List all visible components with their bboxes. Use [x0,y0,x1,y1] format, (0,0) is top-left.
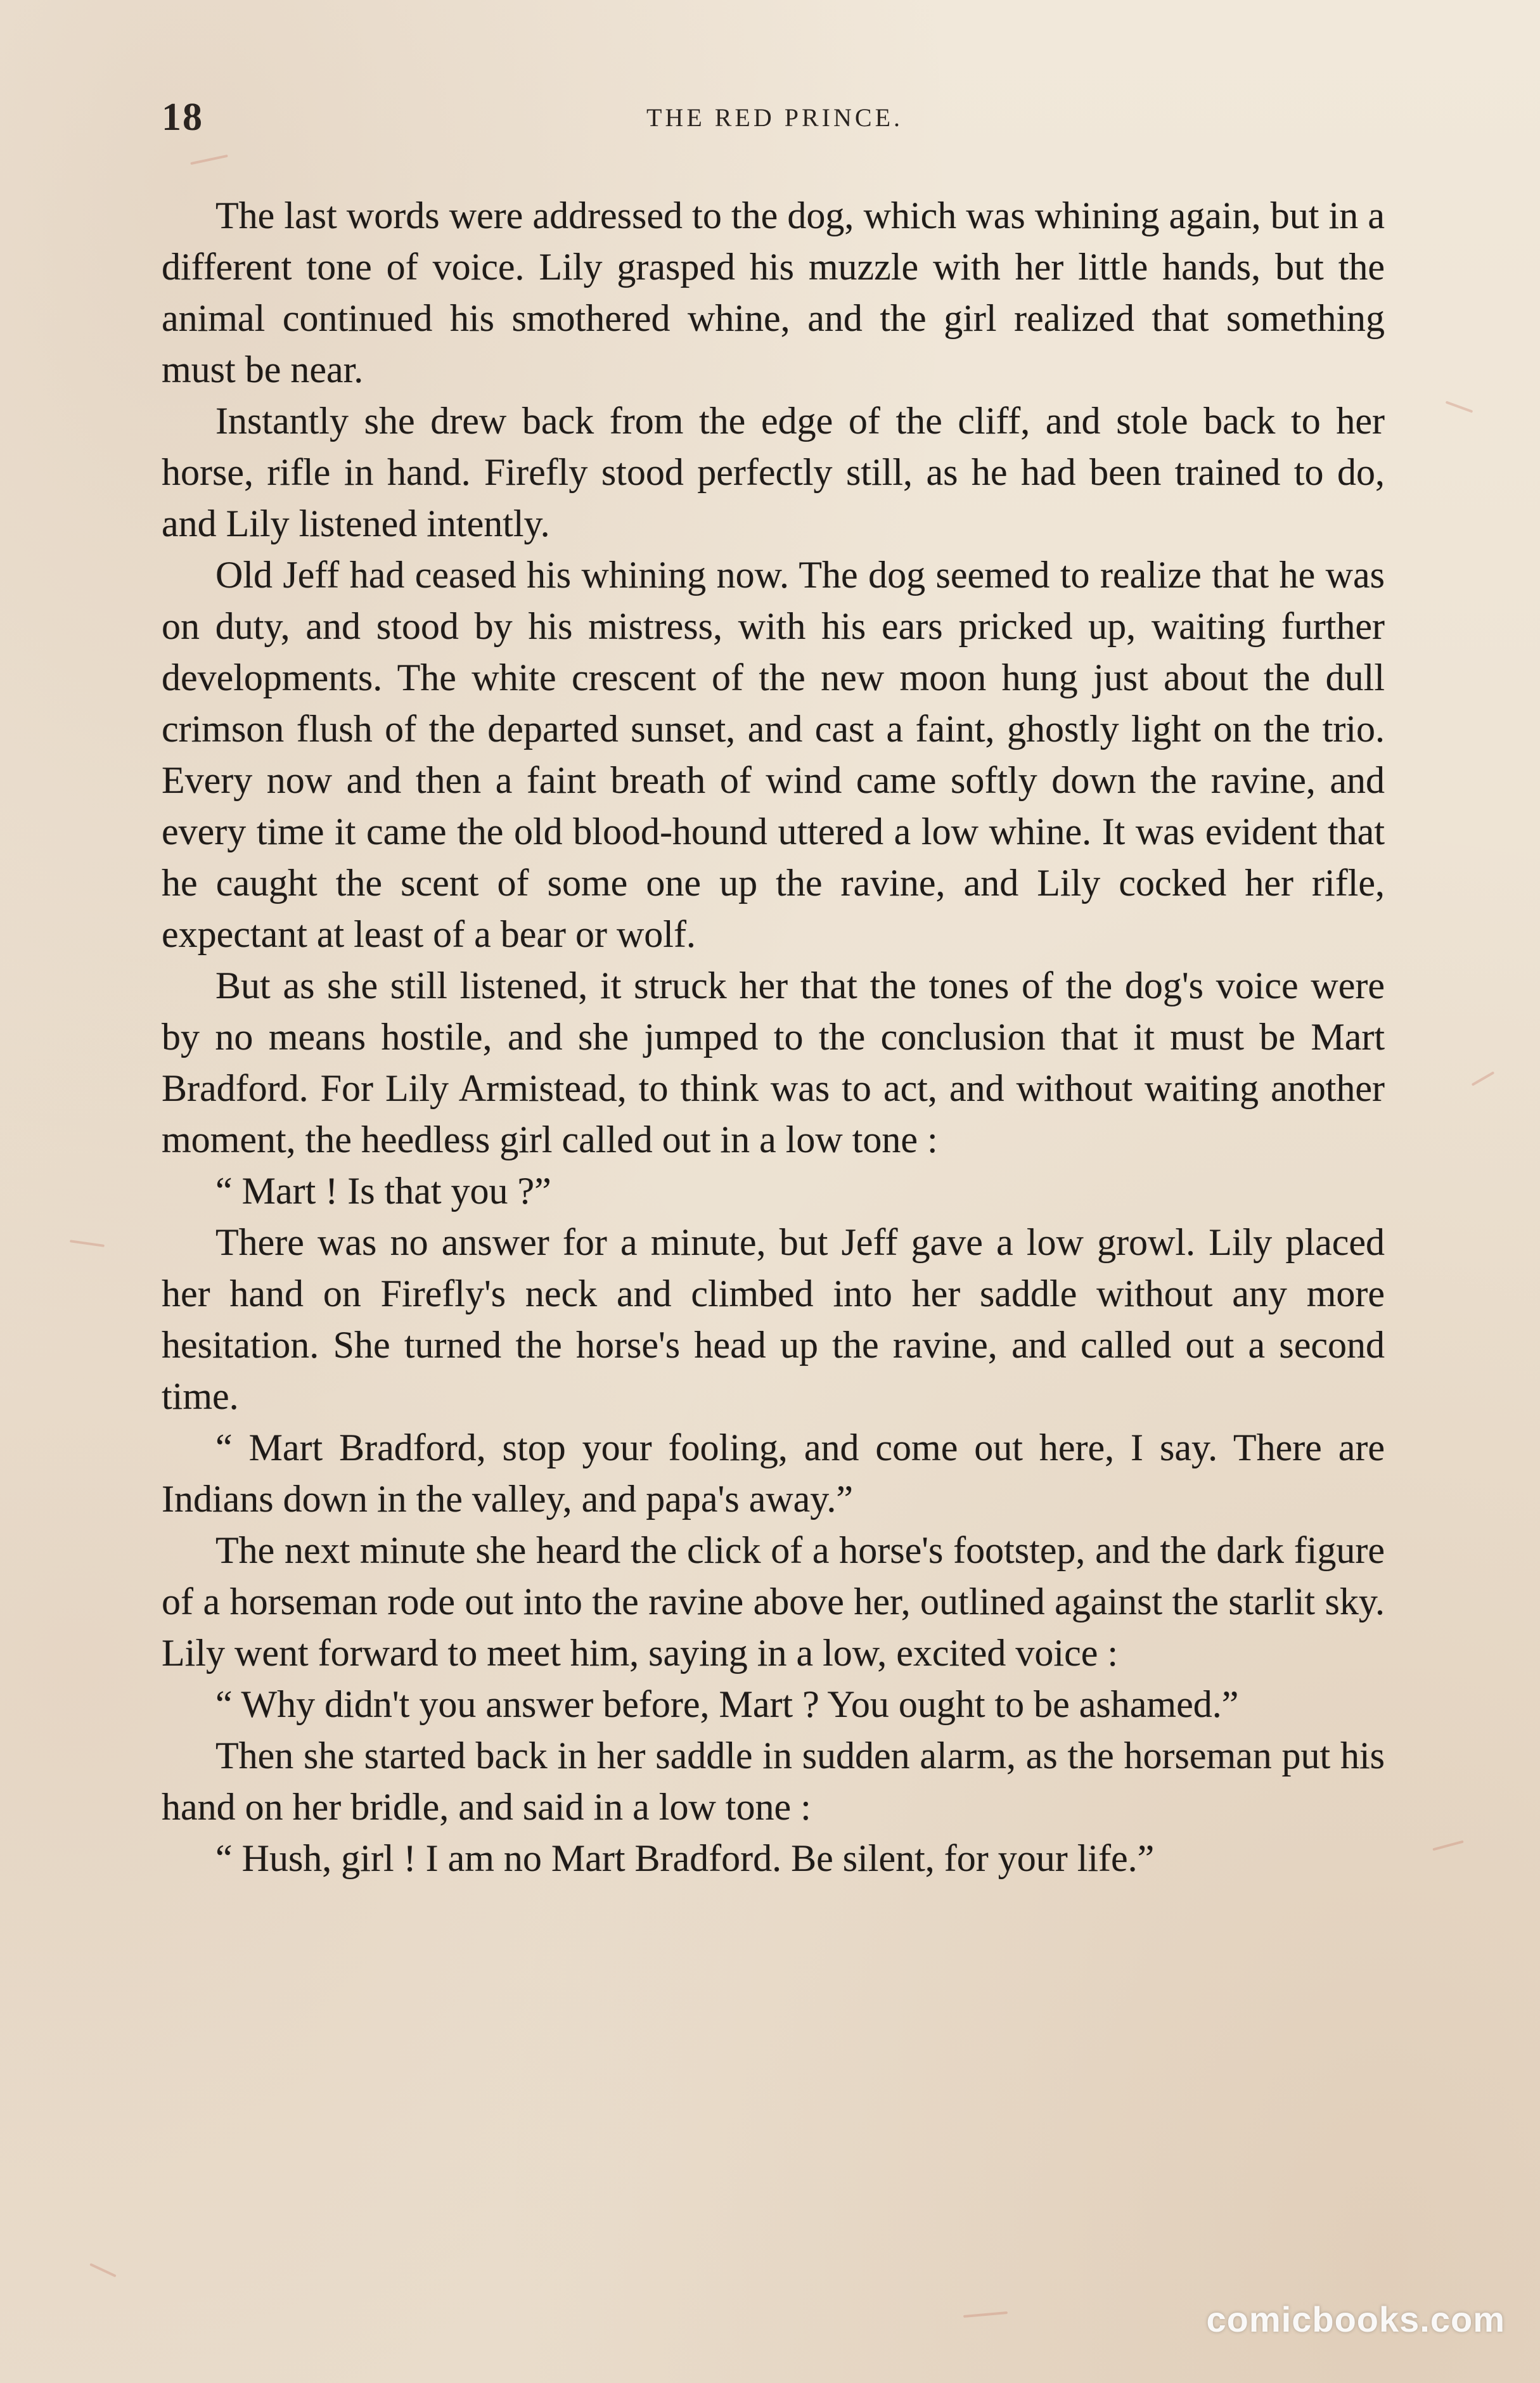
paragraph: But as she still listened, it struck her that the tones of the dog's voice were by no means hostile, and she jumped to the conclusion that it must be Mart Bradford. For Lily Armistead, to think was to act, and without waiting another moment, the heedless girl called out in a low tone : [162,965,1385,1160]
paper-fleck [89,2263,116,2278]
paper-fleck [1472,1071,1495,1086]
paragraph: Instantly she drew back from the edge of the cliff, and stole back to her horse, rifle in hand. Firefly stood perfectly still, as he had been trained to do, and Lily listened intently. [162,400,1385,544]
paragraph: The last words were addressed to the dog, which was whining again, but in a different tone of voice. Lily grasped his muzzle with her little hands, but the animal continued his smothered whine, and the girl realized that something must be near. [162,195,1385,390]
paragraph: There was no answer for a minute, but Jeff gave a low growl. Lily placed her hand on Firefly's neck and climbed into her saddle without any more hesitation. She turned the horse's head up the ravine, and called out a second time. [162,1221,1385,1417]
running-head: THE RED PRINCE. [646,103,903,132]
paragraph: “ Mart Bradford, stop your fooling, and come out here, I say. There are Indians down in the valley, and papa's away.” [162,1427,1385,1520]
paragraph: “ Mart ! Is that you ?” [215,1170,551,1212]
body-text [162,190,1385,1884]
watermark: comicbooks.com [1206,2299,1505,2339]
paragraph: “ Hush, girl ! I am no Mart Bradford. Be silent, for your life.” [215,1837,1155,1879]
paper-fleck [1446,401,1473,413]
paper-fleck [1432,1840,1463,1851]
paper-fleck [963,2311,1008,2318]
paper-fleck [190,155,228,165]
page-number: 18 [162,96,203,139]
paper-fleck [70,1240,105,1247]
paragraph: Old Jeff had ceased his whining now. The dog seemed to realize that he was on duty, and stood by his mistress, with his ears pricked up, waiting further developments. The white crescent of the new moon hung just about the dull crimson flush of the departed sunset, and cast a faint, ghostly light on the trio. Every now and then a faint breath of wind came softly down the ravine, and every time it came the old blood-hound uttered a low whine. It was evident that he caught the scent of some one up the ravine, and Lily cocked her rifle, expectant at least of a bear or wolf. [162,554,1385,955]
paragraph: The next minute she heard the click of a horse's footstep, and the dark figure of a horseman rode out into the ravine above her, outlined against the starlit sky. Lily went forward to meet him, saying in a low, excited voice : [162,1529,1385,1674]
paragraph: “ Why didn't you answer before, Mart ? You ought to be ashamed.” [215,1683,1239,1725]
page-header [162,95,1388,146]
paragraph: Then she started back in her saddle in sudden alarm, as the horseman put his hand on her bridle, and said in a low tone : [162,1735,1385,1828]
